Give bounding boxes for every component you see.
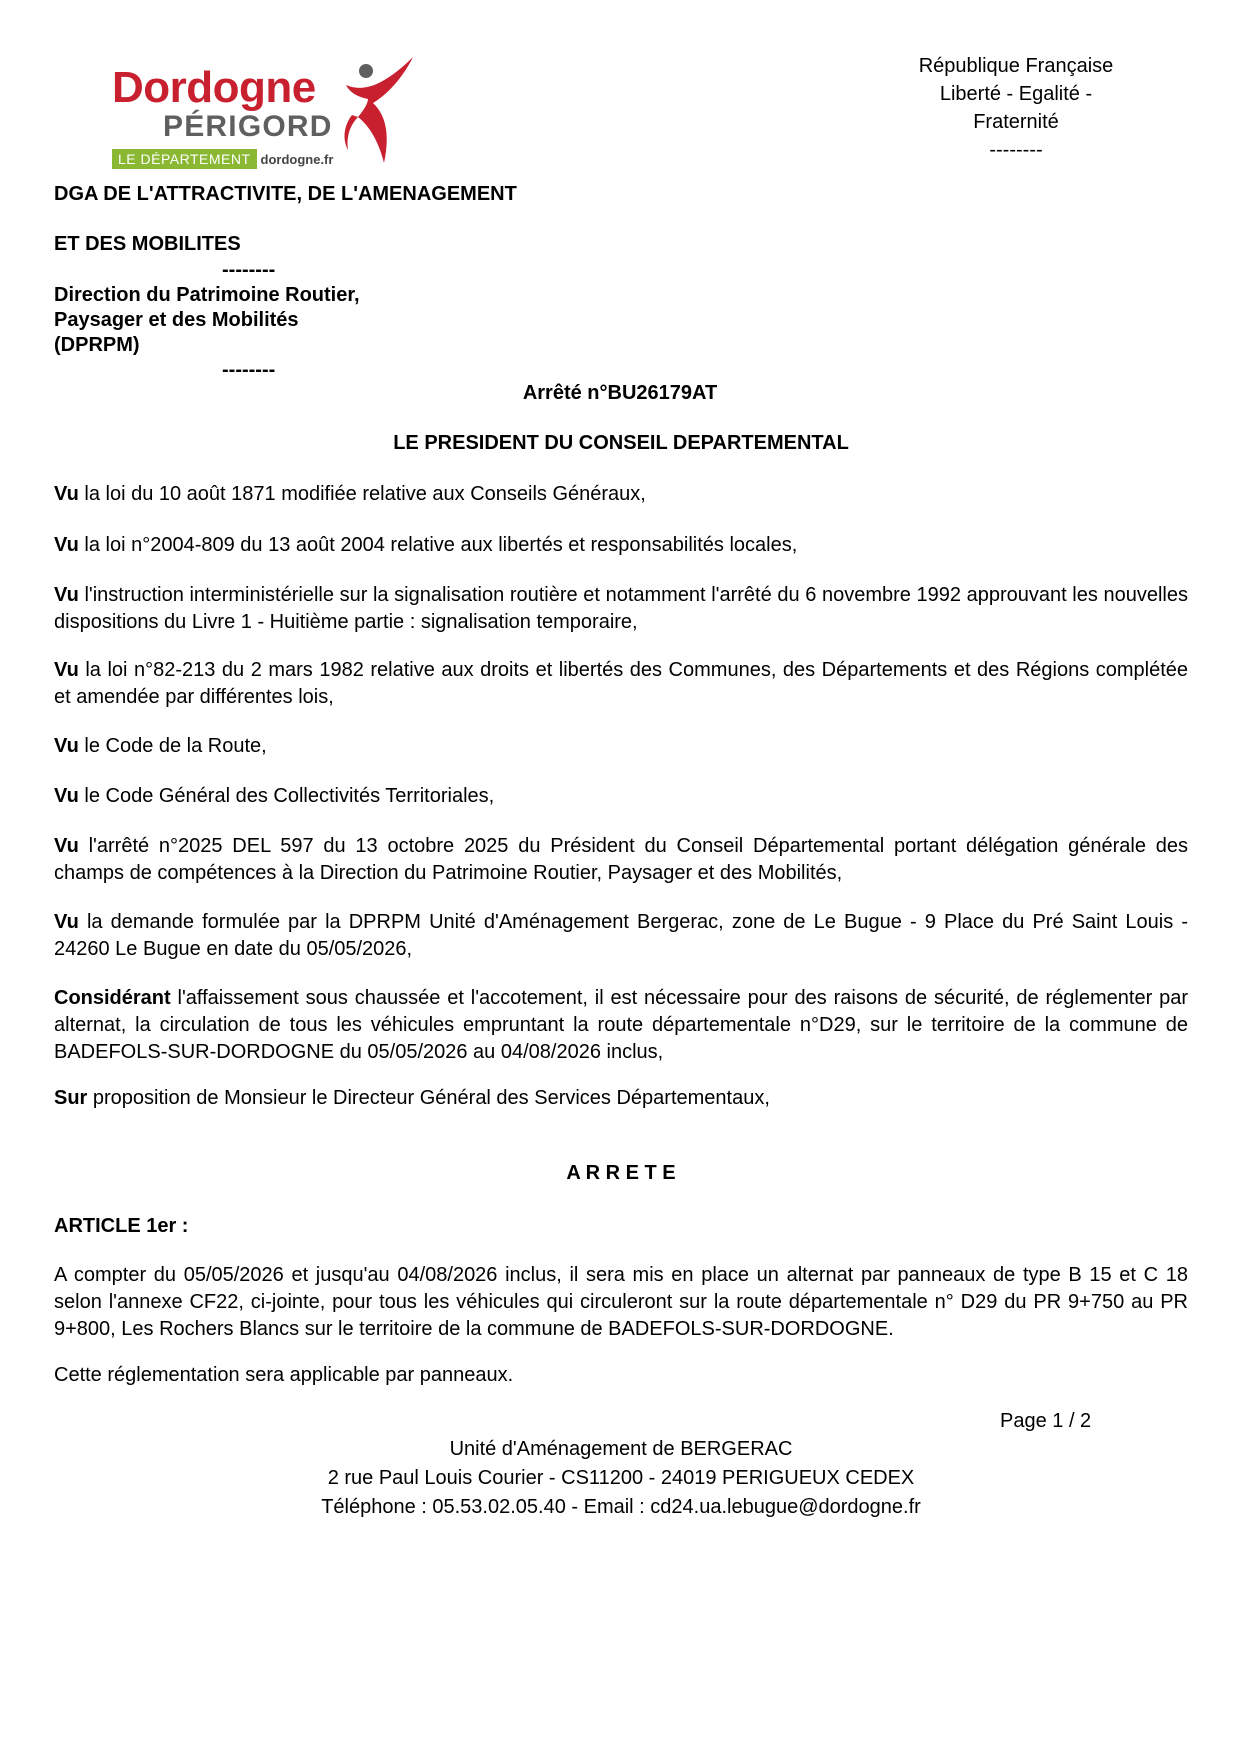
article-1-body: A compter du 05/05/2026 et jusqu'au 04/08/2026 inclus, il sera mis en place un alternat par panneaux de type B 15 et C 18 selon l'annexe CF22, ci-jointe, pour tous les véhicules qui circuleront sur la route départementale n° D29 du PR 9+750 au PR 9+800, Les Rochers Blancs sur le territoire de la commune de BADEFOLS-SUR-DORDOGNE. [54,1264,1188,1340]
republic-header [905,52,1127,164]
president-title: LE PRESIDENT DU CONSEIL DEPARTEMENTAL [393,432,849,454]
department-logo [108,55,408,170]
arrete-title: A R R E T E [566,1162,676,1184]
consideration-lead: Vu [54,659,79,681]
consideration-2 [54,532,1188,559]
footer-unit: Unité d'Aménagement de BERGERAC [449,1438,793,1460]
consideration-lead: Vu [54,584,79,606]
logo-dordogne-text: Dordogne [112,63,316,112]
consideration-8 [54,909,1188,963]
republic-separator: -------- [989,139,1043,161]
arrete-number: Arrêté n°BU26179AT [522,382,718,404]
service-separator-2: -------- [222,359,276,381]
direction-line-2: Paysager et des Mobilités [54,309,299,331]
service-separator-1: -------- [222,259,276,281]
consideration-10 [54,1085,1188,1112]
consideration-lead: Sur [54,1087,88,1109]
consideration-lead: Vu [54,735,79,757]
dancer-figure-icon [338,55,418,165]
republic-name: République Française [918,55,1114,77]
consideration-text: l'instruction interministérielle sur la signalisation routière et notamment l'arrêté du 6 novembre 1992 approuvant les nouvelles dispositions du Livre 1 - Huitième partie : signalisation temporaire, [54,584,1188,633]
consideration-3 [54,582,1188,636]
consideration-lead: Vu [54,483,79,505]
consideration-text: le Code de la Route, [78,735,267,757]
consideration-text: le Code Général des Collectivités Territoriales, [78,785,495,807]
consideration-text: la loi du 10 août 1871 modifiée relative aux Conseils Généraux, [78,483,646,505]
consideration-lead: Vu [54,835,79,857]
consideration-lead: Vu [54,534,79,556]
consideration-7 [54,833,1188,887]
direction-line-1: Direction du Patrimoine Routier, [54,284,360,306]
logo-band [112,149,333,169]
consideration-lead: Considérant [54,987,171,1009]
consideration-1 [54,481,1188,508]
consideration-text: la loi n°2004-809 du 13 août 2004 relative aux libertés et responsabilités locales, [78,534,798,556]
logo-band-label: LE DÉPARTEMENT [112,149,257,169]
logo-perigord-text: PÉRIGORD [163,110,333,143]
consideration-text: la loi n°82-213 du 2 mars 1982 relative aux droits et libertés des Communes, des Départements et des Régions complétée et amendée par différentes lois, [54,659,1188,708]
consideration-text: la demande formulée par la DPRPM Unité d'Aménagement Bergerac, zone de Le Bugue - 9 Place du Pré Saint Louis - 24260 Le Bugue en date du 05/05/2026, [54,911,1188,960]
consideration-9 [54,985,1188,1066]
consideration-lead: Vu [54,911,79,933]
consideration-4 [54,657,1188,711]
footer-contact: Téléphone : 05.53.02.05.40 - Email : cd24.ua.lebugue@dordogne.fr [321,1496,921,1518]
consideration-text: proposition de Monsieur le Directeur Général des Services Départementaux, [87,1087,770,1109]
republic-motto: Liberté - Egalité - Fraternité [939,83,1093,133]
service-line-1: DGA DE L'ATTRACTIVITE, DE L'AMENAGEMENT [54,183,517,205]
direction-line-3: (DPRPM) [54,334,140,356]
article-1-title: ARTICLE 1er : [54,1215,189,1237]
footer-address: 2 rue Paul Louis Courier - CS11200 - 24019 PERIGUEUX CEDEX [327,1467,915,1489]
consideration-5 [54,733,1188,760]
consideration-text: l'arrêté n°2025 DEL 597 du 13 octobre 2025 du Président du Conseil Départemental portant délégation générale des champs de compétences à la Direction du Patrimoine Routier, Paysager et des Mobilités, [54,835,1188,884]
page-number: Page 1 / 2 [1000,1410,1092,1432]
logo-band-site: dordogne.fr [260,151,334,167]
article-1-note: Cette réglementation sera applicable par panneaux. [54,1364,514,1386]
consideration-text: l'affaissement sous chaussée et l'accotement, il est nécessaire pour des raisons de sécurité, de réglementer par alternat, la circulation de tous les véhicules empruntant la route départementale n°D29, sur le territoire de la commune de BADEFOLS-SUR-DORDOGNE du 05/05/2026 au 04/08/2026 inclus, [54,987,1188,1063]
consideration-6 [54,783,1188,810]
service-line-2: ET DES MOBILITES [54,233,241,255]
consideration-lead: Vu [54,785,79,807]
